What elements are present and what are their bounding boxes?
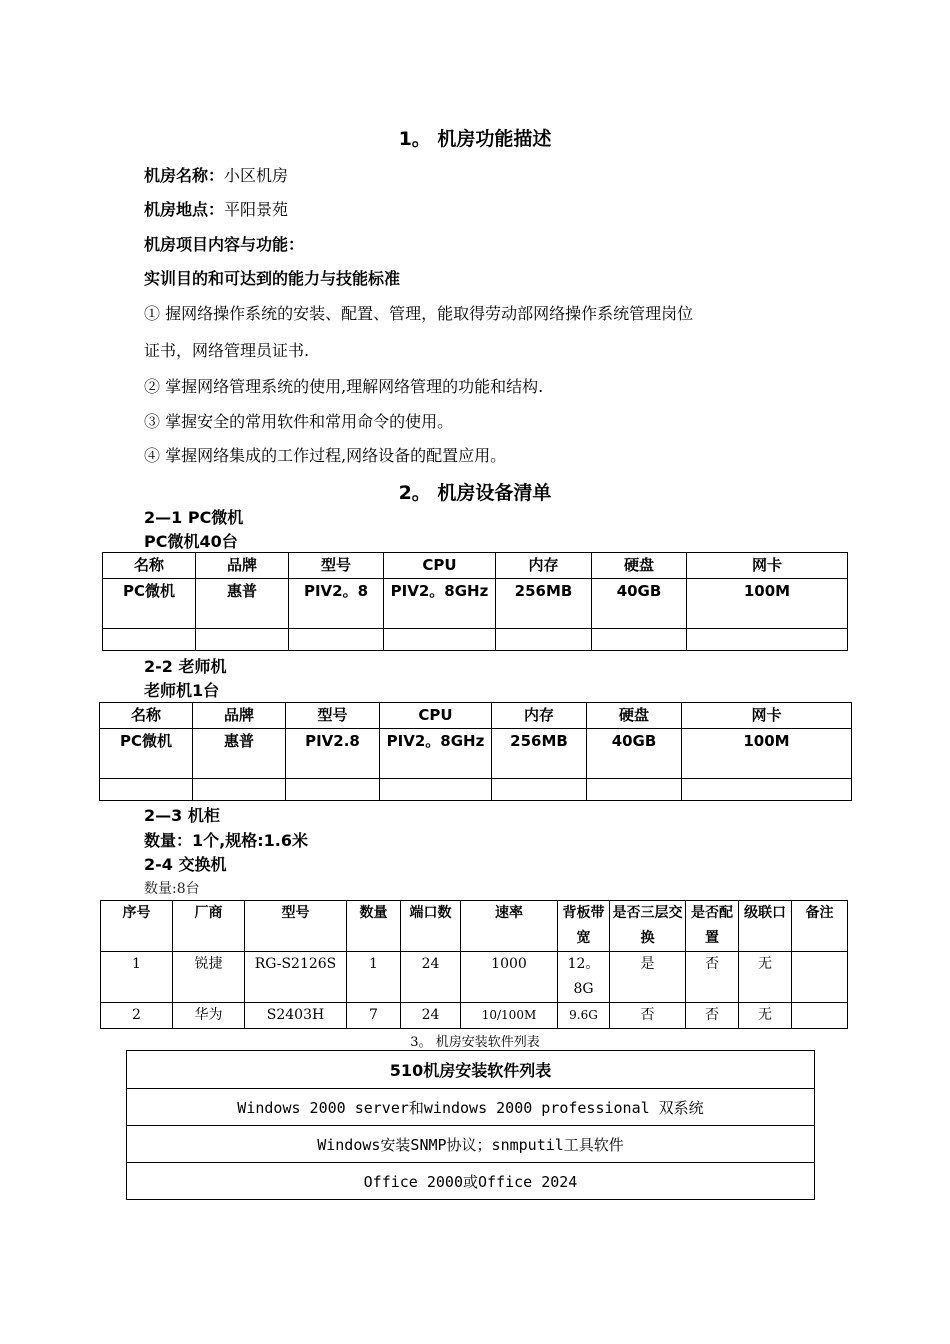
section2-title: 2。 机房设备清单 [398,482,552,504]
table-cell: 无 [739,952,792,1003]
table-cell: 9.6G [558,1003,610,1029]
table-cell: 否 [610,1003,686,1029]
header-cell: 序号 [101,901,173,952]
goal-item-2: ② 掌握网络管理系统的使用,理解网络管理的功能和结构. [144,377,544,396]
teacher-table-header [100,703,852,729]
teacher-heading: 2-2 老师机 [144,657,227,676]
table-row [127,1163,815,1200]
switch-table-header [101,901,848,952]
header-cell: CPU [380,703,492,729]
header-cell: 内存 [492,703,587,729]
pc-heading: 2—1 PC微机 [144,508,244,527]
software-table-title: 510机房安装软件列表 [127,1051,815,1089]
header-cell: 型号 [286,703,380,729]
table-row [101,1003,848,1029]
header-cell: 名称 [100,703,193,729]
header-cell: 名称 [103,553,196,579]
table-cell: PIV2。8 [289,579,384,629]
table-cell: 256MB [492,729,587,779]
room-location-label: 机房地点： [144,200,225,219]
table-cell: 惠普 [193,729,286,779]
switch-count: 数量:8台 [144,881,200,897]
header-cell: 硬盘 [592,553,687,579]
table-row [100,729,852,779]
table-cell: 华为 [173,1003,245,1029]
table-cell [792,1003,848,1029]
header-cell: 数量 [347,901,401,952]
section3-caption: 3。 机房安装软件列表 [410,1035,540,1050]
goal-item-1-cont: 证书，网络管理员证书. [144,341,310,360]
teacher-table [99,702,852,801]
table-cell: PIV2。8GHz [380,729,492,779]
table-cell: PIV2。8GHz [384,579,496,629]
header-cell: 网卡 [687,553,848,579]
header-cell: 品牌 [193,703,286,729]
table-row [127,1126,815,1163]
goal-item-1: ① 握网络操作系统的安装、配置、管理，能取得劳动部网络操作系统管理岗位 [144,304,694,323]
table-cell: 无 [739,1003,792,1029]
header-cell: 是否配置 [686,901,739,952]
table-cell: 1 [101,952,173,1003]
table-cell: 40GB [592,579,687,629]
software-item: Office 2000或Office 2024 [127,1163,815,1200]
pc-table-header [103,553,848,579]
table-row-empty [103,629,848,651]
pc-count: PC微机40台 [144,532,238,551]
room-location-row [144,197,288,220]
table-cell: RG-S2126S [245,952,347,1003]
table-row [127,1089,815,1126]
table-cell: 1 [347,952,401,1003]
table-cell: 12。8G [558,952,610,1003]
table-cell: 24 [401,952,461,1003]
header-cell: 级联口 [739,901,792,952]
table-cell: 惠普 [196,579,289,629]
goal-item-4: ④ 掌握网络集成的工作过程,网络设备的配置应用。 [144,446,507,465]
header-cell: 型号 [245,901,347,952]
table-cell: 10/100M [461,1003,558,1029]
header-cell: 端口数 [401,901,461,952]
header-cell: 是否三层交换 [610,901,686,952]
software-item: Windows安装SNMP协议；snmputil工具软件 [127,1126,815,1163]
table-cell: 100M [682,729,852,779]
goal-item-3: ③ 掌握安全的常用软件和常用命令的使用。 [144,412,454,431]
software-item: Windows 2000 server和windows 2000 professional 双系统 [127,1089,815,1126]
switch-heading: 2-4 交换机 [144,855,227,874]
table-cell: 24 [401,1003,461,1029]
section1-title: 1。 机房功能描述 [398,128,552,150]
teacher-count: 老师机1台 [144,681,220,700]
cabinet-heading: 2—3 机柜 [144,806,220,825]
table-cell: 是 [610,952,686,1003]
pc-table [102,552,848,651]
training-goal-label: 实训目的和可达到的能力与技能标准 [144,269,401,288]
table-cell: 1000 [461,952,558,1003]
table-cell: PC微机 [100,729,193,779]
header-cell: 备注 [792,901,848,952]
table-cell: PIV2.8 [286,729,380,779]
table-cell: 40GB [587,729,682,779]
table-cell: PC微机 [103,579,196,629]
switch-table [100,900,848,1029]
software-table-header [127,1051,815,1089]
table-cell: S2403H [245,1003,347,1029]
header-cell: 速率 [461,901,558,952]
room-name-value: 小区机房 [224,166,289,185]
table-cell: 256MB [496,579,592,629]
header-cell: 网卡 [682,703,852,729]
table-cell: 2 [101,1003,173,1029]
room-content-label: 机房项目内容与功能： [144,235,305,254]
header-cell: CPU [384,553,496,579]
room-location-value: 平阳景苑 [224,200,289,219]
header-cell: 厂商 [173,901,245,952]
header-cell: 硬盘 [587,703,682,729]
cabinet-spec: 数量：1个,规格:1.6米 [144,831,308,850]
table-row [103,579,848,629]
room-name-label: 机房名称： [144,166,225,185]
table-row-empty [100,779,852,801]
table-cell: 否 [686,1003,739,1029]
table-cell: 7 [347,1003,401,1029]
table-cell: 否 [686,952,739,1003]
header-cell: 型号 [289,553,384,579]
table-cell: 100M [687,579,848,629]
table-row [101,952,848,1003]
software-table [126,1050,815,1200]
header-cell: 品牌 [196,553,289,579]
table-cell: 锐捷 [173,952,245,1003]
table-cell [792,952,848,1003]
room-name-row [144,163,288,186]
header-cell: 背板带宽 [558,901,610,952]
header-cell: 内存 [496,553,592,579]
